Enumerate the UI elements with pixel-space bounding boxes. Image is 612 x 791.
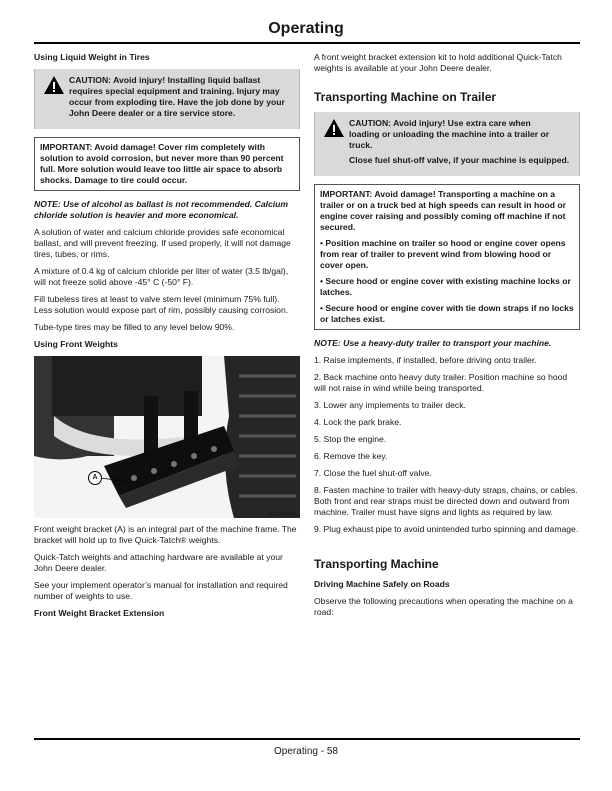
right-column bbox=[314, 52, 580, 624]
top-rule bbox=[34, 42, 580, 44]
step: 5. Stop the engine. bbox=[314, 434, 387, 444]
front-weight-bracket-photo bbox=[34, 356, 300, 518]
step: 1. Raise implements, if installed, before driving onto trailer. bbox=[314, 355, 537, 365]
page-title: Operating bbox=[268, 20, 344, 37]
paragraph: See your implement operator’s manual for installation and required number of weights to use. bbox=[34, 580, 288, 601]
transporting-heading: Transporting Machine bbox=[314, 557, 439, 571]
step: 9. Plug exhaust pipe to avoid unintended turbo spinning and damage. bbox=[314, 524, 579, 534]
important-box-rim bbox=[34, 137, 300, 191]
caution-box-trailer bbox=[314, 112, 580, 176]
note-trailer: NOTE: Use a heavy-duty trailer to transport your machine. bbox=[314, 338, 552, 348]
roads-heading: Driving Machine Safely on Roads bbox=[314, 579, 450, 589]
note-alcohol: NOTE: Use of alcohol as ballast is not recommended. Calcium chloride solution is heavier and more economical. bbox=[34, 199, 289, 220]
caution-text-rest: requires special equipment and training. Injury may occur from exploding tire. Have the job done by your John Deere dealer or a tire service store. bbox=[69, 86, 285, 118]
caution-text-line1: CAUTION: Avoid injury! Installing liquid ballast bbox=[69, 75, 261, 85]
paragraph: Observe the following precautions when operating the machine on a road: bbox=[314, 596, 573, 617]
paragraph: A front weight bracket extension kit to hold additional Quick-Tatch weights is available at your John Deere dealer. bbox=[314, 52, 562, 73]
front-weights-heading: Using Front Weights bbox=[34, 339, 118, 349]
caution-text-fuel: Close fuel shut-off valve, if your machine is equipped. bbox=[349, 155, 570, 165]
caution-text-line1: CAUTION: Avoid injury! Use extra care when bbox=[349, 118, 531, 128]
bracket-illustration bbox=[34, 356, 300, 518]
step: 4. Lock the park brake. bbox=[314, 417, 402, 427]
caution-box-ballast bbox=[34, 69, 300, 129]
important-bullet: • Secure hood or engine cover with tie down straps if no locks or latches exist. bbox=[320, 303, 574, 324]
important-box-transport bbox=[314, 184, 580, 330]
page-footer: Operating - 58 bbox=[274, 746, 338, 757]
left-column bbox=[34, 52, 300, 625]
step: 2. Back machine onto heavy duty trailer. Position machine so hood will not raise in wind while being transported. bbox=[314, 372, 568, 393]
trailer-heading: Transporting Machine on Trailer bbox=[314, 90, 497, 104]
paragraph: Fill tubeless tires at least to valve stem level (minimum 75% full). Less solution would expose part of rim, possibly causing corrosion. bbox=[34, 294, 289, 315]
step: 7. Close the fuel shut-off valve. bbox=[314, 468, 432, 478]
step: 6. Remove the key. bbox=[314, 451, 388, 461]
step: 3. Lower any implements to trailer deck. bbox=[314, 400, 466, 410]
step: 8. Fasten machine to trailer with heavy-duty straps, chains, or cables. Both front and rear straps must be directed down and outward from machine. Trailer must have signs and lights as required by law. bbox=[314, 485, 578, 517]
liquid-weight-heading: Using Liquid Weight in Tires bbox=[34, 52, 150, 62]
bottom-rule bbox=[34, 738, 580, 740]
warning-triangle-icon bbox=[43, 75, 65, 95]
paragraph: Quick-Tatch weights and attaching hardware are available at your John Deere dealer. bbox=[34, 552, 283, 573]
important-text: IMPORTANT: Avoid damage! Cover rim completely with solution to avoid corrosion, but never more than 90 percent full. More solution would leave too little air space to absorb shocks. Damage to tire could occur. bbox=[40, 142, 284, 185]
callout-a: A bbox=[88, 471, 102, 485]
bracket-extension-heading: Front Weight Bracket Extension bbox=[34, 608, 165, 618]
paragraph: Front weight bracket (A) is an integral part of the machine frame. The bracket will hold up to five Quick-Tatch® weights. bbox=[34, 524, 297, 545]
paragraph: A mixture of 0.4 kg of calcium chloride per liter of water (3.5 lb/gal), will not freeze solid above -45° C (-50° F). bbox=[34, 266, 289, 287]
warning-triangle-icon bbox=[323, 118, 345, 138]
important-text: IMPORTANT: Avoid damage! Transporting a machine on a trailer or on a truck bed at high speeds can result in hood or engine cover raising and possibly coming off machine if not secured. bbox=[320, 189, 566, 232]
caution-text-rest: loading or unloading the machine into a trailer or truck. bbox=[349, 129, 550, 150]
paragraph: Tube-type tires may be filled to any level below 90%. bbox=[34, 322, 235, 332]
photo-caption: MX20594 bbox=[268, 511, 296, 518]
important-bullet: • Position machine on trailer so hood or engine cover opens from rear of trailer to prevent wind from blowing hood or cover open. bbox=[320, 238, 566, 270]
important-bullet: • Secure hood or engine cover with existing machine locks or latches. bbox=[320, 276, 571, 297]
paragraph: A solution of water and calcium chloride provides safe economical ballast, and will prevent freezing. If used properly, it will not damage tires, tubes, or rims. bbox=[34, 227, 291, 259]
